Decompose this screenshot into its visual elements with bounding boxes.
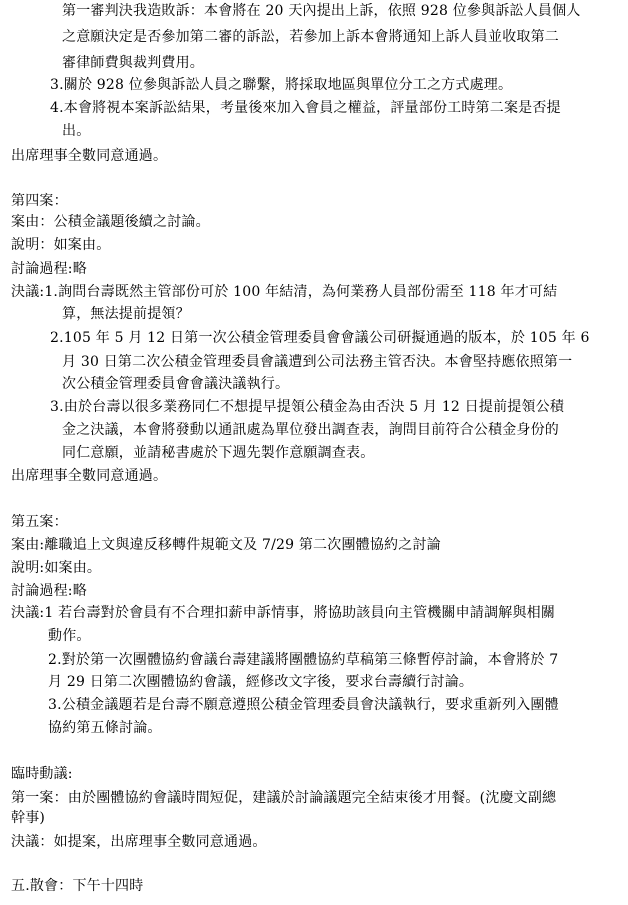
text-line: 出席理事全數同意通過。 [11, 148, 168, 164]
text-line: 第一審判決我造敗訴：本會將在 20 天內提出上訴，依照 928 位參與訴訟人員個人 [62, 3, 581, 19]
text-line: 協約第五條討論。 [48, 720, 162, 736]
text-line: 第一案：由於團體協約會議時間短促，建議於討論議題完全結束後才用餐。(沈慶文副總 [11, 790, 557, 806]
text-line: 決議:1.詢問台壽既然主管部份可於 100 年結清，為何業務人員部份需至 118 年才可結 [11, 284, 558, 300]
text-line: 月 29 日第二次團體協約會議，經修改文字後，要求台壽續行討論。 [48, 674, 474, 690]
section-heading: 臨時動議: [11, 766, 73, 782]
text-line: 3.公積金議題若是台壽不願意遵照公積金管理委員會決議執行，要求重新列入團體 [48, 697, 559, 713]
text-line: 之意願決定是否參加第二審的訴訟，若參加上訴本會將通知上訴人員並收取第二 [62, 29, 559, 45]
text-line: 4.本會將視本案訴訟結果，考量後來加入會員之權益，評量部份工時第二案是否提 [50, 100, 561, 116]
text-line: 決議：如提案，出席理事全數同意通過。 [11, 834, 267, 850]
text-line: 算，無法提前提領？ [62, 306, 190, 322]
text-line: 3.關於 928 位參與訴訟人員之聯繫，將採取地區與單位分工之方式處理。 [50, 77, 513, 93]
text-line: 案由：公積金議題後續之討論。 [11, 214, 210, 230]
text-line: 決議:1 若台壽對於會員有不合理扣薪申訴情事，將協助該員向主管機關申請調解與相關 [11, 605, 556, 621]
section-heading: 第四案： [11, 193, 68, 209]
text-line: 2.105 年 5 月 12 日第一次公積金管理委員會會議公司研擬通過的版本，於 105 年 6 [50, 330, 590, 346]
text-line: 說明:如案由。 [11, 560, 102, 576]
text-line: 討論過程:略 [11, 583, 87, 599]
text-line: 討論過程:略 [11, 261, 87, 277]
text-line: 同仁意願，並請秘書處於下週先製作意願調查表。 [62, 445, 375, 461]
text-line: 審律師費與裁判費用。 [62, 55, 204, 71]
text-line: 幹事) [11, 810, 46, 826]
text-line: 出席理事全數同意通過。 [11, 468, 168, 484]
text-line: 動作。 [48, 628, 91, 644]
text-line: 案由:離職追上文與違反移轉件規範文及 7/29 第二次團體協約之討論 [11, 537, 441, 553]
section-heading: 第五案： [11, 514, 68, 530]
text-line: 出。 [62, 123, 91, 139]
text-line: 金之決議，本會將發動以通訊處為單位發出調查表，詢問目前符合公積金身份的 [62, 422, 559, 438]
text-line: 說明：如案由。 [11, 237, 111, 253]
text-line: 2.對於第一次團體協約會議台壽建議將團體協約草稿第三條暫停討論，本會將於 7 [48, 652, 559, 668]
section-heading: 五.散會：下午十四時 [11, 878, 144, 894]
text-line: 月 30 日第二次公積金管理委員會議遭到公司法務主管否決。本會堅持應依照第一 [62, 354, 573, 370]
text-line: 次公積金管理委員會會議決議執行。 [62, 376, 290, 392]
text-line: 3.由於台壽以很多業務同仁不想提早提領公積金為由否決 5 月 12 日提前提領公積 [50, 399, 565, 415]
